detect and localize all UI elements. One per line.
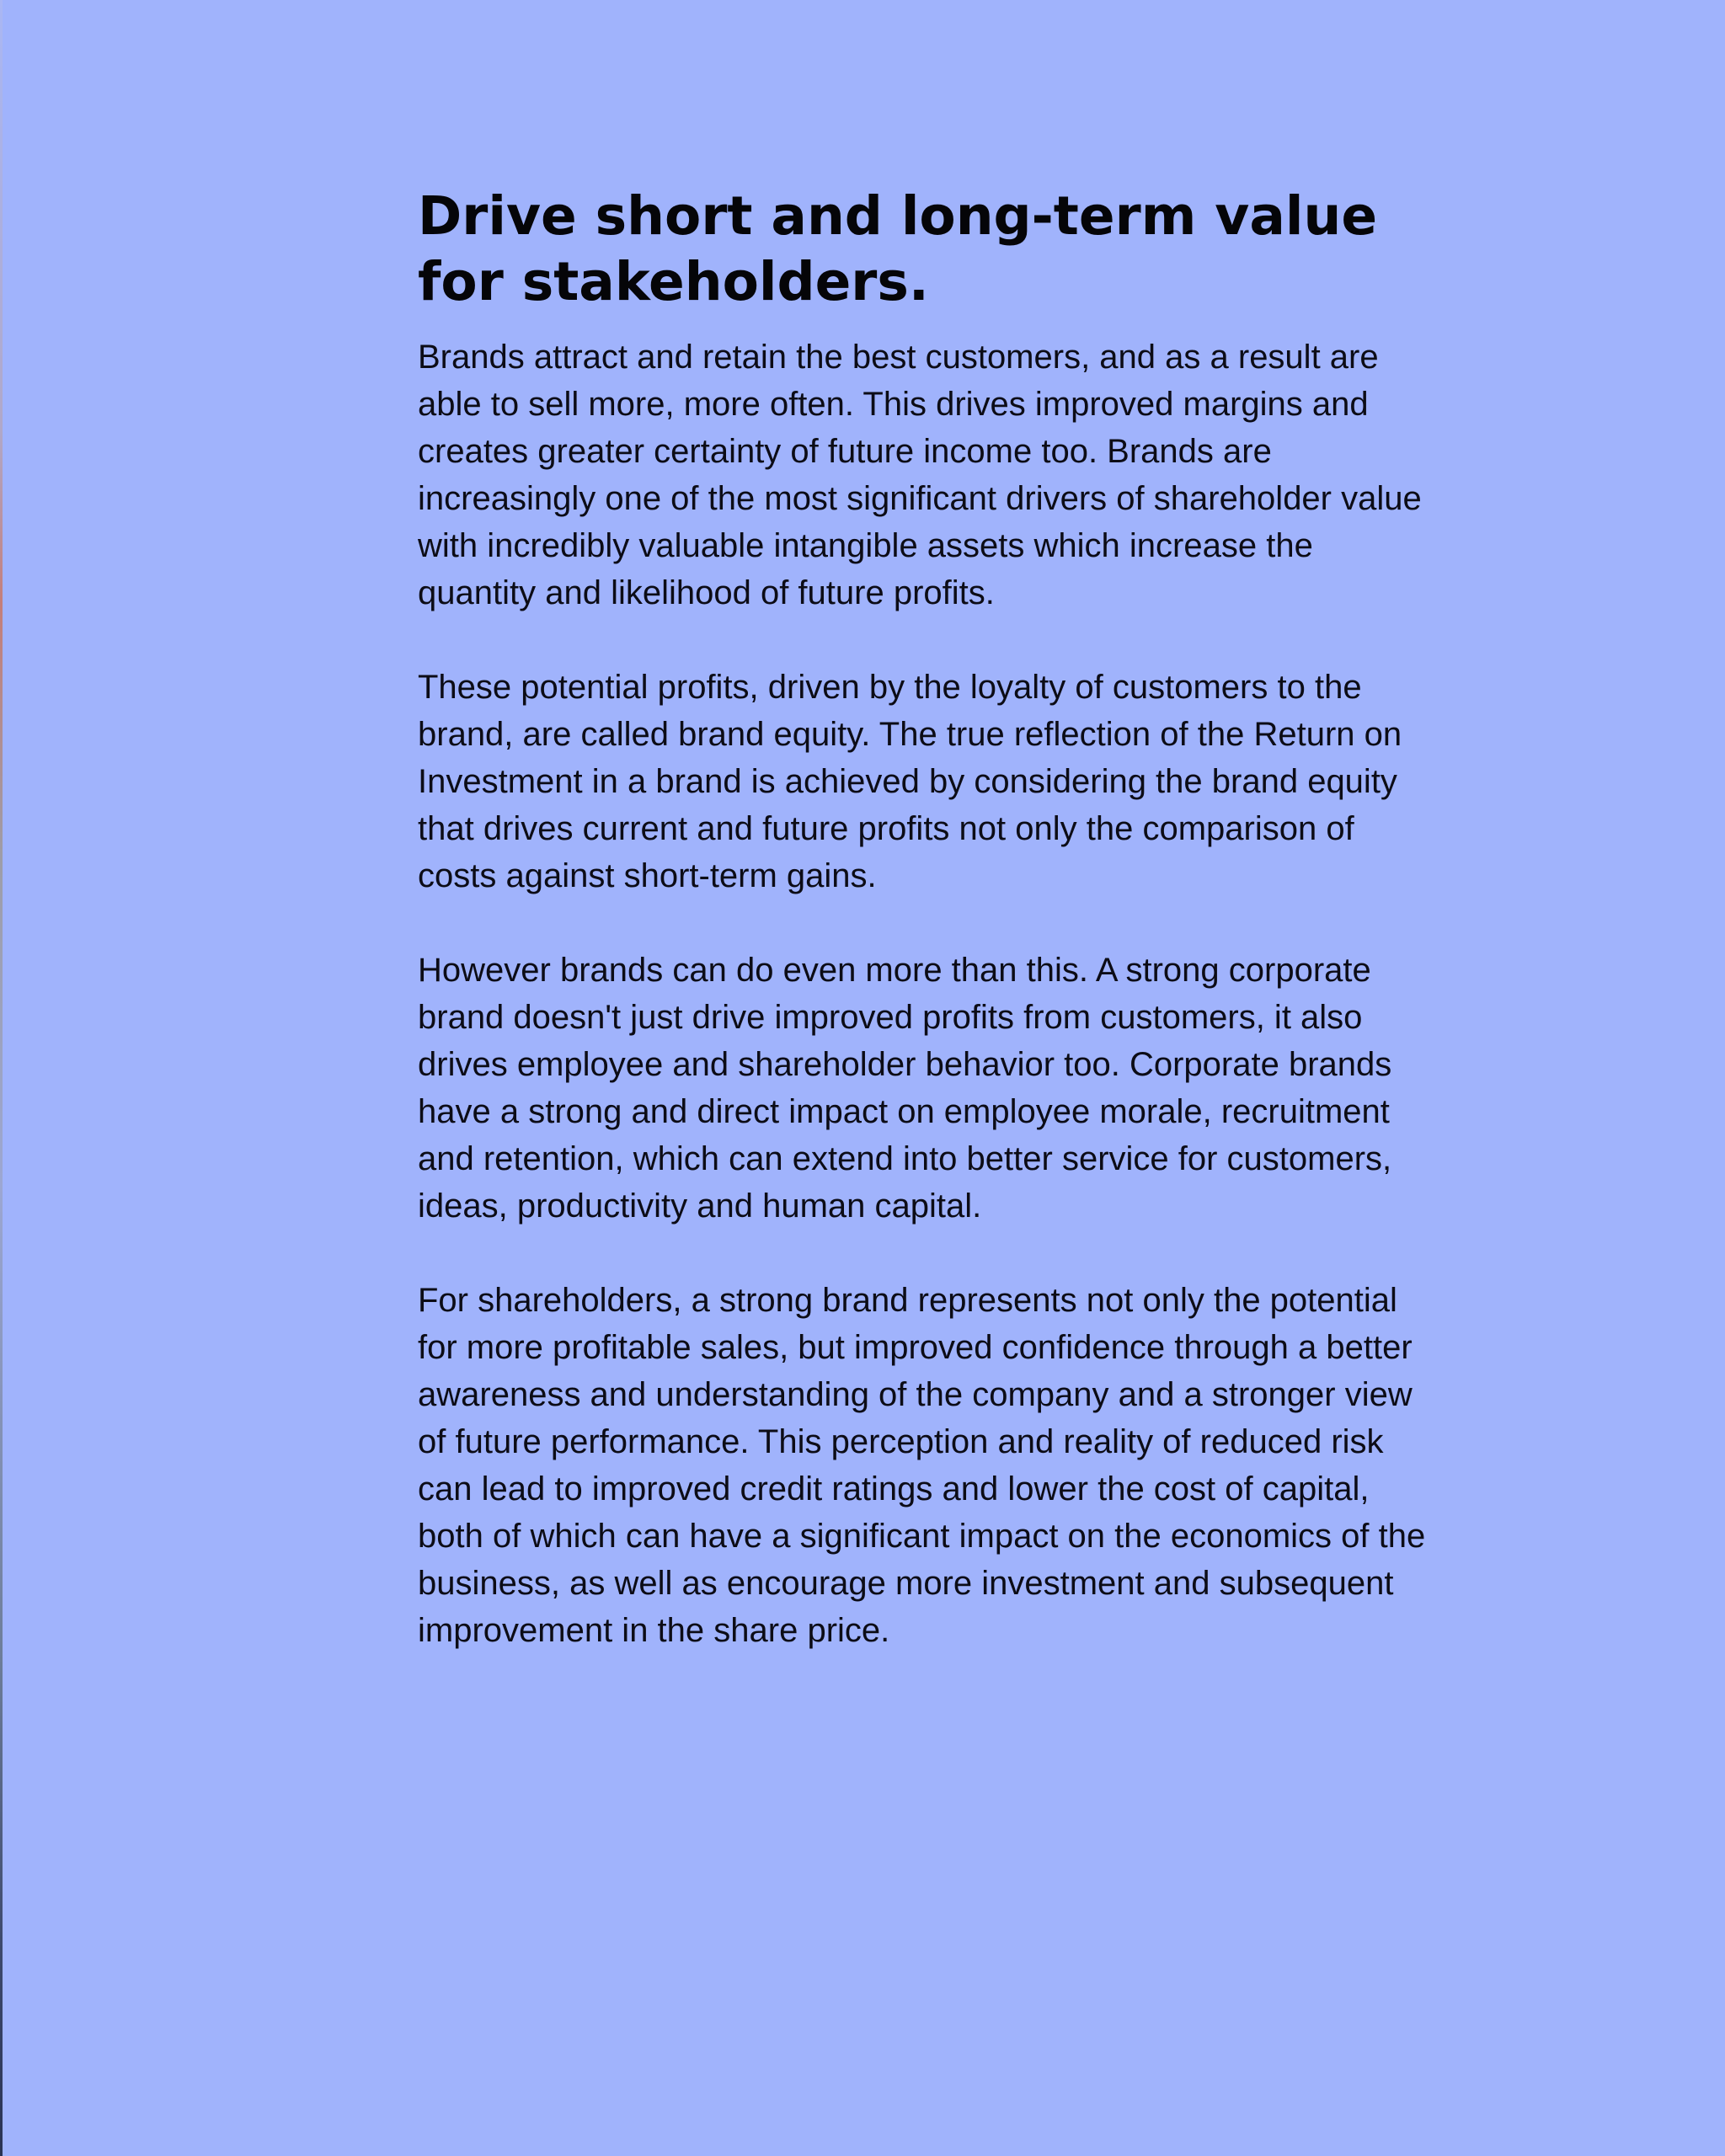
paragraph-corporate-brand: However brands can do even more than this. A strong corporate brand doesn't just drive improved profits from customers, it also drives employee and shareholder behavior too. Corporate brands have a strong and direct impact on employee morale, recruitment and retention, which can extend into better service for customers, ideas, productivity and human capital.	[418, 952, 1392, 1225]
paragraph-brands-attract: Brands attract and retain the best customers, and as a result are able to sell more, more often. This drives improved margins and creates greater certainty of future income too. Brands are increasingly one of the most significant drivers of shareholder value with incredibly valuable intangible assets which increase the quantity and likelihood of future profits.	[418, 339, 1422, 611]
paragraph-shareholders: For shareholders, a strong brand represents not only the potential for more profitable sales, but improved confidence through a better awareness and understanding of the company and a stronger view of future performance. This perception and reality of reduced risk can lead to improved credit ratings and lower the cost of capital, both of which can have a significant impact on the economics of the business, as well as encourage more investment and subsequent improvement in the share price.	[418, 1282, 1426, 1649]
page-title: Drive short and long-term value for stakeholders.	[418, 185, 1378, 312]
left-edge-strip	[0, 0, 3, 2156]
paragraph-brand-equity: These potential profits, driven by the loyalty of customers to the brand, are called brand equity. The true reflection of the Return on Investment in a brand is achieved by considering the brand equity that drives current and future profits not only the comparison of costs against short-term gains.	[418, 669, 1402, 894]
article	[418, 184, 1429, 1701]
